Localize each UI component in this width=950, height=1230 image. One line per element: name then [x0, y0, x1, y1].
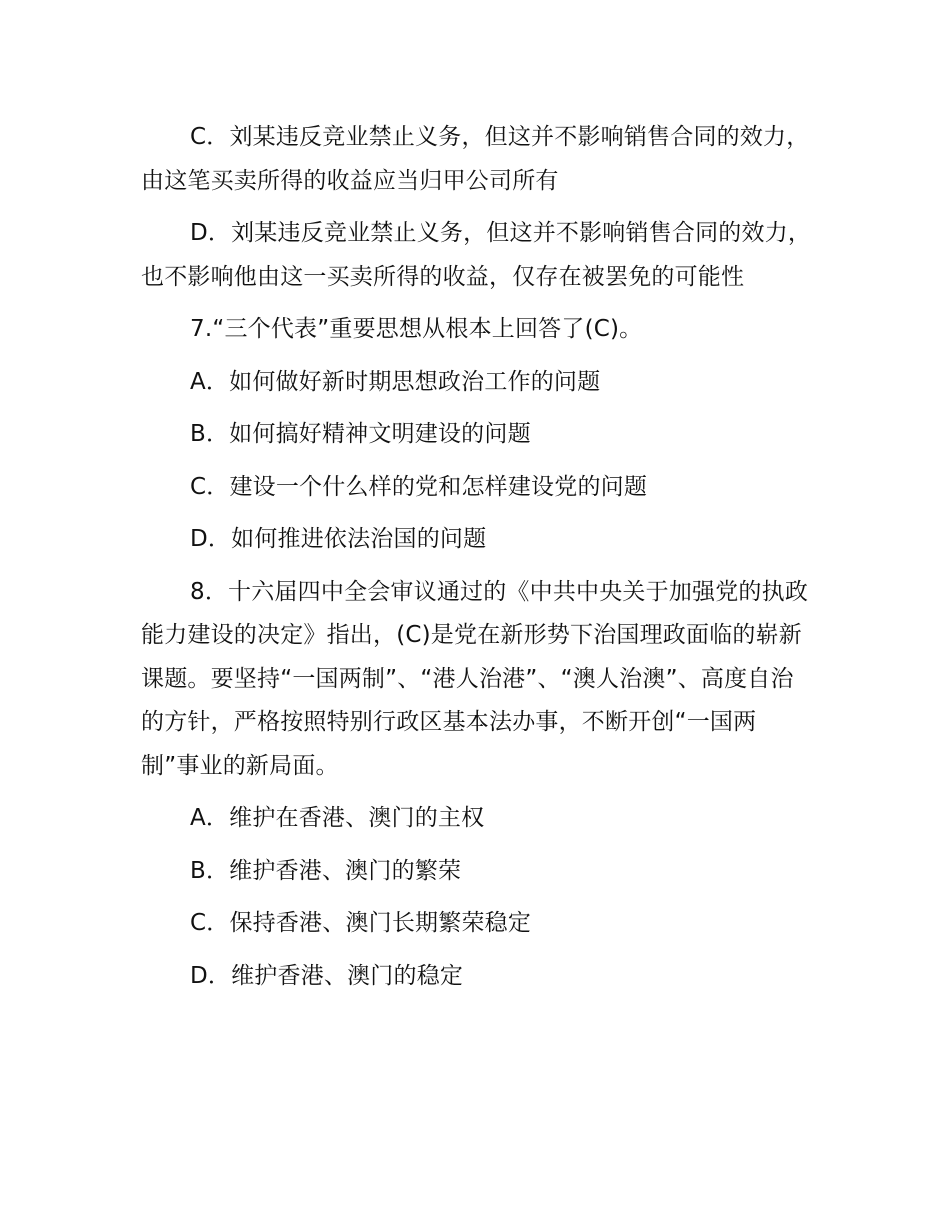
- option-c-q7: C．建设一个什么样的党和怎样建设党的问题: [190, 473, 648, 500]
- question-8: 8．十六届四中全会审议通过的《中共中央关于加强党的执政能力建设的决定》指出，(C)是党在新形势下治国理政面临的崭新课题。要坚持“一国两制”、“港人治港”、“澳人治澳”、高度自治的方针，严格按照特别行政区基本法办事，不断开创“一国两制”事业的新局面。: [141, 578, 809, 779]
- option-b-q7: B．如何搞好精神文明建设的问题: [190, 421, 531, 447]
- document-body: [141, 116, 813, 1007]
- option-b-q8: B．维护香港、澳门的繁荣: [190, 857, 462, 884]
- option-a-q8: A．维护在香港、澳门的主权: [190, 805, 485, 831]
- option-d-q7: D．如何推进依法治国的问题: [190, 526, 487, 552]
- option-c-q8: C．保持香港、澳门长期繁荣稳定: [190, 910, 532, 936]
- option-c-q6: C．刘某违反竞业禁止义务，但这并不影响销售合同的效力，由这笔买卖所得的收益应当归甲公司所有: [141, 124, 810, 194]
- option-d-q6: D．刘某违反竞业禁止义务，但这并不影响销售合同的效力，也不影响他由这一买卖所得的收益，仅存在被罢免的可能性: [141, 220, 812, 290]
- question-7: 7.“三个代表”重要思想从根本上回答了(C)。: [190, 316, 643, 342]
- option-a-q7: A．如何做好新时期思想政治工作的问题: [190, 368, 601, 395]
- option-d-q8: D．维护香港、澳门的稳定: [190, 962, 464, 989]
